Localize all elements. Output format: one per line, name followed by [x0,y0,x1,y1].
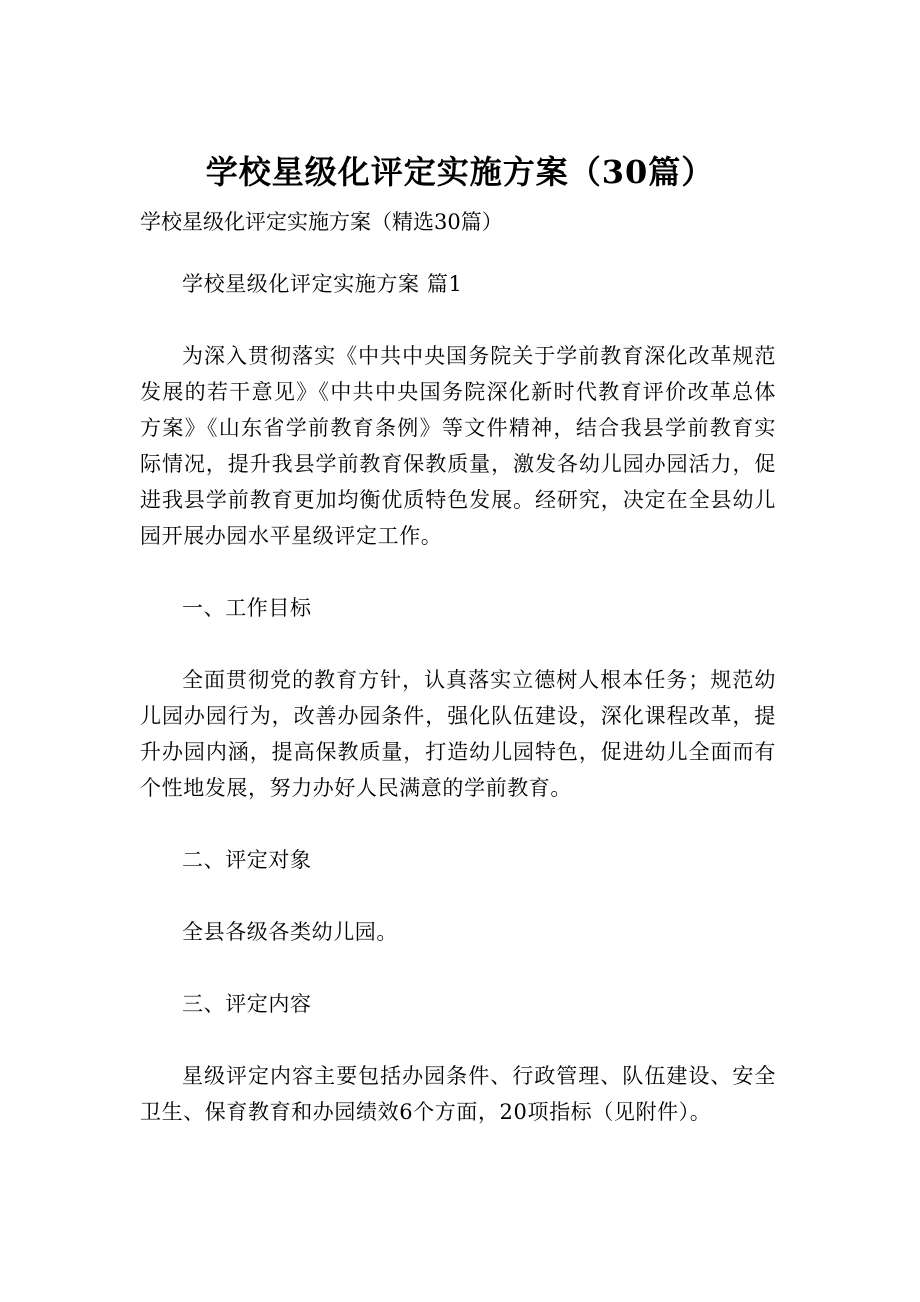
heading-evaluation-content: 三、评定内容 [182,992,312,1016]
heading-evaluation-targets: 二、评定对象 [182,848,312,872]
document-body [140,266,776,1166]
work-goals-paragraph: 全面贯彻党的教育方针，认真落实立德树人根本任务；规范幼儿园办园行为，改善办园条件，强化队伍建设，深化课程改革，提升办园内涵，提高保教质量，打造幼儿园特色，促进幼儿全面而有个性地发展，努力办好人民满意的学前教育。 [140,668,776,800]
document-subtitle: 学校星级化评定实施方案（精选30篇） [140,210,503,234]
section-title-part-1: 学校星级化评定实施方案 篇1 [182,272,463,296]
document-title: 学校星级化评定实施方案（30篇） [205,153,715,191]
evaluation-targets-paragraph: 全县各级各类幼儿园。 [182,920,398,944]
intro-paragraph: 为深入贯彻落实《中共中央国务院关于学前教育深化改革规范发展的若干意见》《中共中央国务院深化新时代教育评价改革总体方案》《山东省学前教育条例》等文件精神，结合我县学前教育实际情况，提升我县学前教育保教质量，激发各幼儿园办园活力，促进我县学前教育更加均衡优质特色发展。经研究，决定在全县幼儿园开展办园水平星级评定工作。 [140,344,776,548]
evaluation-content-paragraph: 星级评定内容主要包括办园条件、行政管理、队伍建设、安全卫生、保育教育和办园绩效6个方面，20项指标（见附件）。 [140,1064,776,1124]
heading-work-goals: 一、工作目标 [182,596,312,620]
